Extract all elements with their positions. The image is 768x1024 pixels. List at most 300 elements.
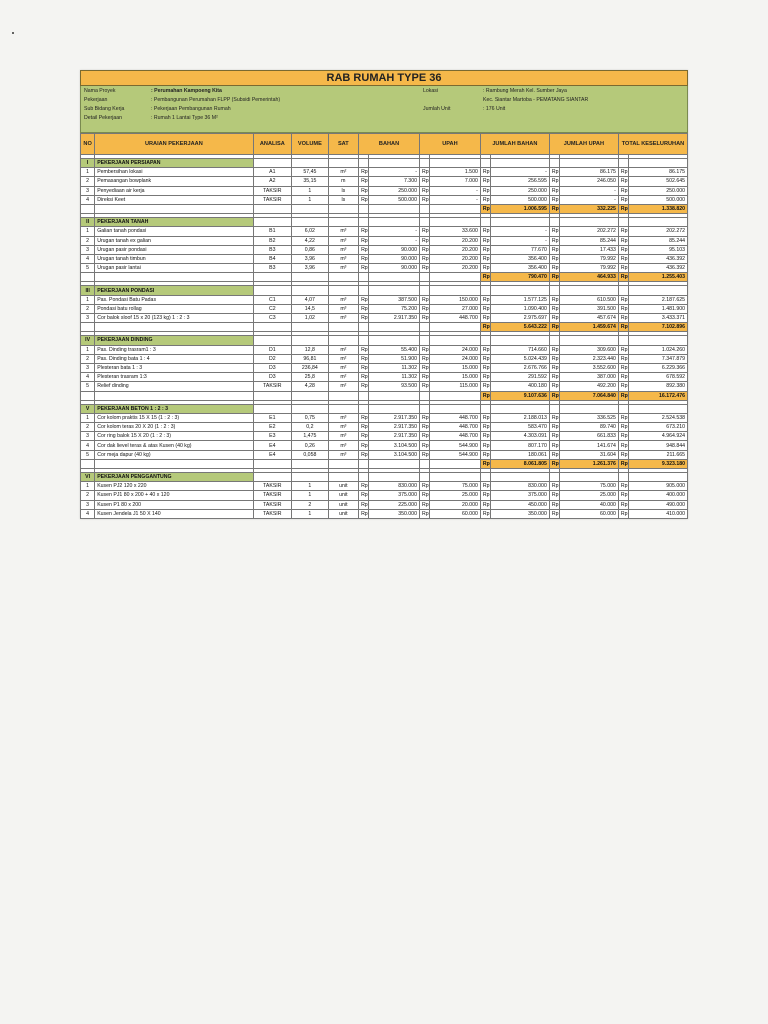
cell-upah: 24.000: [430, 345, 481, 354]
cell-volume: 1: [292, 195, 329, 204]
cell-volume: 4,28: [292, 382, 329, 391]
subtotal-empty-cell: [419, 204, 429, 213]
cell-total: 2.524.538: [629, 413, 688, 422]
section-header-empty-cell: [359, 286, 369, 295]
cell-jumlah-upah: 387.000: [559, 373, 618, 382]
cell-bahan: 3.104.500: [369, 450, 420, 459]
cell-total: 85.244: [629, 236, 688, 245]
cell-jumlah-upah: 610.500: [559, 295, 618, 304]
cell-jumlah-bahan-cur: Rp: [480, 295, 490, 304]
cell-bahan: -: [369, 236, 420, 245]
subtotal-empty-cell: [253, 204, 292, 213]
cell-jumlah-upah: 79.992: [559, 264, 618, 273]
cell-analisa: E4: [253, 441, 292, 450]
cell-bahan-cur: Rp: [359, 450, 369, 459]
section-header-empty-cell: [419, 218, 429, 227]
cell-analisa: C2: [253, 304, 292, 313]
section-header-empty-cell: [292, 286, 329, 295]
cell-jumlah-bahan-cur: Rp: [480, 264, 490, 273]
cell-jumlah-bahan: 77.670: [490, 245, 549, 254]
cell-uraian: Cor kolom teras 20 X 20 (1 : 2 : 3): [95, 423, 253, 432]
cell-upah: 448.700: [430, 432, 481, 441]
cell-total: 490.000: [629, 500, 688, 509]
cell-total-cur: Rp: [618, 177, 628, 186]
cell-no: 5: [81, 382, 95, 391]
cell-sat: m²: [328, 168, 358, 177]
cell-upah-cur: Rp: [419, 432, 429, 441]
cell-bahan: 250.000: [369, 186, 420, 195]
cell-jumlah-upah: 86.175: [559, 168, 618, 177]
subtotal-row: [81, 323, 688, 332]
cell-bahan-cur: Rp: [359, 195, 369, 204]
subtotal-empty-cell: [419, 323, 429, 332]
cell-jumlah-bahan: 583.470: [490, 423, 549, 432]
cell-no: 2: [81, 423, 95, 432]
section-header-empty-cell: [328, 404, 358, 413]
cell-sat: m³: [328, 304, 358, 313]
cell-sat: ls: [328, 186, 358, 195]
cell-jumlah-upah-cur: Rp: [549, 345, 559, 354]
cell-bahan-cur: Rp: [359, 500, 369, 509]
cell-sat: m²: [328, 354, 358, 363]
cell-total: 948.844: [629, 441, 688, 450]
cell-analisa: D3: [253, 363, 292, 372]
cell-jumlah-upah: 17.433: [559, 245, 618, 254]
cell-total-cur: Rp: [618, 236, 628, 245]
section-header-empty-cell: [490, 336, 549, 345]
section-number: VI: [81, 473, 95, 482]
cell-no: 3: [81, 363, 95, 372]
section-header-empty-cell: [253, 404, 292, 413]
table-row: [81, 354, 688, 363]
cell-volume: 96,81: [292, 354, 329, 363]
cell-jumlah-upah-cur: Rp: [549, 423, 559, 432]
cell-bahan: 93.500: [369, 382, 420, 391]
cell-upah: 7.000: [430, 177, 481, 186]
cell-bahan-cur: Rp: [359, 382, 369, 391]
cell-volume: 57,45: [292, 168, 329, 177]
section-header-empty-cell: [490, 286, 549, 295]
table-row: [81, 195, 688, 204]
section-header-empty-cell: [369, 336, 420, 345]
subtotal-upah: 332.225: [559, 204, 618, 213]
cell-total-cur: Rp: [618, 441, 628, 450]
cell-jumlah-bahan: -: [490, 168, 549, 177]
cell-total-cur: Rp: [618, 195, 628, 204]
subtotal-upah: 1.459.674: [559, 323, 618, 332]
cell-bahan: 830.000: [369, 482, 420, 491]
cell-analisa: TAKSIR: [253, 491, 292, 500]
cell-jumlah-upah-cur: Rp: [549, 177, 559, 186]
cell-volume: 6,02: [292, 227, 329, 236]
subtotal-total-cur: Rp: [618, 204, 628, 213]
subtotal-empty-cell: [253, 459, 292, 468]
cell-jumlah-bahan-cur: Rp: [480, 345, 490, 354]
cell-total: 202.272: [629, 227, 688, 236]
cell-upah-cur: Rp: [419, 264, 429, 273]
section-header-empty-cell: [559, 159, 618, 168]
cell-upah: 544.900: [430, 450, 481, 459]
subtotal-bahan: 5.643.222: [490, 323, 549, 332]
subtotal-bahan: 9.107.636: [490, 391, 549, 400]
table-row: [81, 304, 688, 313]
info-detail-value: : Rumah 1 Lantai Type 36 M²: [151, 115, 218, 121]
cell-sat: m³: [328, 264, 358, 273]
cell-jumlah-upah: 60.000: [559, 509, 618, 518]
section-header-empty-cell: [359, 218, 369, 227]
cell-upah-cur: Rp: [419, 195, 429, 204]
cell-analisa: TAKSIR: [253, 195, 292, 204]
subtotal-empty-cell: [430, 323, 481, 332]
section-header-empty-cell: [618, 404, 628, 413]
section-header-empty-cell: [559, 286, 618, 295]
cell-bahan-cur: Rp: [359, 345, 369, 354]
cell-bahan-cur: Rp: [359, 423, 369, 432]
section-header-empty-cell: [549, 404, 559, 413]
cell-no: 5: [81, 450, 95, 459]
section-header-empty-cell: [253, 336, 292, 345]
cell-bahan: 2.917.350: [369, 314, 420, 323]
cell-upah-cur: Rp: [419, 500, 429, 509]
subtotal-empty-cell: [430, 459, 481, 468]
cell-analisa: TAKSIR: [253, 186, 292, 195]
cell-volume: 0,058: [292, 450, 329, 459]
cell-volume: 2: [292, 500, 329, 509]
cell-no: 1: [81, 227, 95, 236]
cell-upah: 60.000: [430, 509, 481, 518]
cell-jumlah-bahan-cur: Rp: [480, 432, 490, 441]
cell-jumlah-bahan: 250.000: [490, 186, 549, 195]
cell-jumlah-bahan-cur: Rp: [480, 491, 490, 500]
cell-jumlah-bahan: 356.400: [490, 254, 549, 263]
cell-jumlah-bahan-cur: Rp: [480, 186, 490, 195]
cell-total-cur: Rp: [618, 345, 628, 354]
section-header-empty-cell: [359, 159, 369, 168]
cell-bahan: 350.000: [369, 509, 420, 518]
cell-bahan: -: [369, 227, 420, 236]
info-work-label: Pekerjaan: [84, 97, 108, 103]
cell-bahan: 7.300: [369, 177, 420, 186]
cell-jumlah-bahan: 807.170: [490, 441, 549, 450]
cell-analisa: D1: [253, 345, 292, 354]
col-header-volume: VOLUME: [292, 134, 329, 155]
cell-upah: 115.000: [430, 382, 481, 391]
cell-upah: 1.500: [430, 168, 481, 177]
info-location-value-2: Kec. Siantar Martoba - PEMATANG SIANTAR: [483, 97, 589, 103]
section-header-empty-cell: [292, 336, 329, 345]
section-header-empty-cell: [419, 404, 429, 413]
cell-upah: 27.000: [430, 304, 481, 313]
cell-sat: m³: [328, 254, 358, 263]
cell-jumlah-upah: -: [559, 186, 618, 195]
subtotal-upah-cur: Rp: [549, 391, 559, 400]
cell-volume: 3,96: [292, 264, 329, 273]
cell-analisa: B3: [253, 264, 292, 273]
cell-uraian: Pas. Pondasi Batu Padas: [95, 295, 253, 304]
cell-jumlah-upah: 492.200: [559, 382, 618, 391]
subtotal-total: 1.338.820: [629, 204, 688, 213]
cell-volume: 1,02: [292, 314, 329, 323]
cell-bahan: 2.917.350: [369, 413, 420, 422]
cell-total: 1.024.260: [629, 345, 688, 354]
cell-total-cur: Rp: [618, 186, 628, 195]
cell-analisa: E2: [253, 423, 292, 432]
cell-volume: 3,96: [292, 254, 329, 263]
info-units-value: : 176 Unit: [483, 106, 506, 112]
cell-uraian: Galian tanah pondasi: [95, 227, 253, 236]
table-row: [81, 441, 688, 450]
subtotal-empty-cell: [95, 273, 253, 282]
info-units-label: Jumlah Unit: [423, 106, 451, 112]
subtotal-empty-cell: [419, 273, 429, 282]
cell-sat: m³: [328, 245, 358, 254]
cell-jumlah-upah: 25.000: [559, 491, 618, 500]
cell-analisa: E1: [253, 413, 292, 422]
cell-upah: 24.000: [430, 354, 481, 363]
table-row: [81, 413, 688, 422]
cell-volume: 12,8: [292, 345, 329, 354]
cell-jumlah-bahan: 1.577.125: [490, 295, 549, 304]
cell-jumlah-upah: 3.552.600: [559, 363, 618, 372]
cell-volume: 0,26: [292, 441, 329, 450]
cell-jumlah-upah-cur: Rp: [549, 354, 559, 363]
cell-analisa: TAKSIR: [253, 500, 292, 509]
cell-no: 2: [81, 177, 95, 186]
section-header-row: [81, 159, 688, 168]
rab-body: [81, 155, 688, 519]
info-location-label: Lokasi: [423, 88, 438, 94]
cell-jumlah-upah: 309.600: [559, 345, 618, 354]
subtotal-upah: 7.064.840: [559, 391, 618, 400]
cell-jumlah-upah: 75.000: [559, 482, 618, 491]
section-header-empty-cell: [419, 473, 429, 482]
cell-jumlah-upah-cur: Rp: [549, 314, 559, 323]
cell-uraian: Kusen P1 80 x 200: [95, 500, 253, 509]
cell-volume: 0,75: [292, 413, 329, 422]
cell-uraian: Penyediaan air kerja: [95, 186, 253, 195]
section-header-empty-cell: [629, 404, 688, 413]
cell-total-cur: Rp: [618, 245, 628, 254]
section-title: PEKERJAAN BETON 1 : 2 : 3: [95, 404, 253, 413]
cell-jumlah-bahan-cur: Rp: [480, 382, 490, 391]
section-header-empty-cell: [559, 473, 618, 482]
cell-jumlah-upah-cur: Rp: [549, 413, 559, 422]
cell-sat: unit: [328, 491, 358, 500]
cell-total: 211.665: [629, 450, 688, 459]
subtotal-total: 1.255.403: [629, 273, 688, 282]
cell-jumlah-upah-cur: Rp: [549, 373, 559, 382]
cell-upah-cur: Rp: [419, 413, 429, 422]
info-location-value: : Rambung Merah Kel. Sumber Jaya: [483, 88, 567, 94]
subtotal-empty-cell: [328, 204, 358, 213]
cell-uraian: Pas. Dinding trasram1 : 3: [95, 345, 253, 354]
cell-upah-cur: Rp: [419, 363, 429, 372]
cell-total-cur: Rp: [618, 413, 628, 422]
subtotal-bahan: 1.006.595: [490, 204, 549, 213]
section-header-empty-cell: [480, 336, 490, 345]
section-header-empty-cell: [328, 159, 358, 168]
cell-upah: 448.700: [430, 413, 481, 422]
subtotal-upah-cur: Rp: [549, 204, 559, 213]
section-header-empty-cell: [430, 159, 481, 168]
cell-jumlah-upah: 79.992: [559, 254, 618, 263]
cell-uraian: Urugan tanah timbun: [95, 254, 253, 263]
cell-jumlah-bahan-cur: Rp: [480, 254, 490, 263]
section-header-empty-cell: [253, 286, 292, 295]
subtotal-empty-cell: [292, 391, 329, 400]
section-header-empty-cell: [328, 286, 358, 295]
cell-volume: 1: [292, 482, 329, 491]
section-title: PEKERJAAN PONDASI: [95, 286, 253, 295]
subtotal-empty-cell: [359, 391, 369, 400]
col-header-total: TOTAL KESELURUHAN: [618, 134, 687, 155]
cell-jumlah-bahan-cur: Rp: [480, 500, 490, 509]
cell-total-cur: Rp: [618, 450, 628, 459]
cell-upah: 20.200: [430, 236, 481, 245]
section-header-empty-cell: [549, 336, 559, 345]
subtotal-empty-cell: [95, 323, 253, 332]
section-header-empty-cell: [359, 473, 369, 482]
cell-sat: m²: [328, 373, 358, 382]
col-header-analisa: ANALISA: [253, 134, 292, 155]
cell-bahan-cur: Rp: [359, 245, 369, 254]
table-row: [81, 373, 688, 382]
cell-bahan-cur: Rp: [359, 354, 369, 363]
cell-uraian: Cor balok sloof 15 x 20 (123 kg) 1 : 2 : 3: [95, 314, 253, 323]
cell-bahan-cur: Rp: [359, 373, 369, 382]
subtotal-upah: 464.933: [559, 273, 618, 282]
cell-bahan-cur: Rp: [359, 168, 369, 177]
cell-volume: 4,07: [292, 295, 329, 304]
subtotal-empty-cell: [430, 273, 481, 282]
subtotal-empty-cell: [369, 391, 420, 400]
cell-sat: m³: [328, 450, 358, 459]
cell-bahan-cur: Rp: [359, 432, 369, 441]
cell-analisa: TAKSIR: [253, 382, 292, 391]
cell-analisa: TAKSIR: [253, 509, 292, 518]
cell-upah-cur: Rp: [419, 295, 429, 304]
subtotal-bahan-cur: Rp: [480, 273, 490, 282]
cell-volume: 35,15: [292, 177, 329, 186]
cell-upah: 544.900: [430, 441, 481, 450]
cell-total: 500.000: [629, 195, 688, 204]
cell-upah: 150.000: [430, 295, 481, 304]
cell-bahan: 51.900: [369, 354, 420, 363]
cell-uraian: Cor dak lievel teras & atas Kusen (40 kg): [95, 441, 253, 450]
cell-sat: m: [328, 177, 358, 186]
section-header-empty-cell: [359, 336, 369, 345]
cell-upah: -: [430, 195, 481, 204]
cell-jumlah-bahan-cur: Rp: [480, 413, 490, 422]
subtotal-bahan: 8.061.805: [490, 459, 549, 468]
cell-no: 2: [81, 236, 95, 245]
section-header-empty-cell: [253, 473, 292, 482]
subtotal-empty-cell: [81, 204, 95, 213]
subtotal-bahan-cur: Rp: [480, 391, 490, 400]
table-row: [81, 345, 688, 354]
cell-upah-cur: Rp: [419, 304, 429, 313]
cell-jumlah-bahan-cur: Rp: [480, 509, 490, 518]
col-header-jumlah-upah: JUMLAH UPAH: [549, 134, 618, 155]
subtotal-total: 9.323.180: [629, 459, 688, 468]
section-header-empty-cell: [369, 159, 420, 168]
cell-total: 95.103: [629, 245, 688, 254]
cell-total-cur: Rp: [618, 500, 628, 509]
cell-no: 4: [81, 509, 95, 518]
cell-upah: 33.600: [430, 227, 481, 236]
section-title: PEKERJAAN DINDING: [95, 336, 253, 345]
table-row: [81, 482, 688, 491]
cell-jumlah-bahan-cur: Rp: [480, 314, 490, 323]
cell-uraian: Urugan pasir lantai: [95, 264, 253, 273]
cell-total-cur: Rp: [618, 509, 628, 518]
cell-bahan-cur: Rp: [359, 254, 369, 263]
cell-bahan: 225.000: [369, 500, 420, 509]
section-header-empty-cell: [292, 218, 329, 227]
col-header-no: NO: [81, 134, 95, 155]
cell-bahan-cur: Rp: [359, 509, 369, 518]
section-header-empty-cell: [430, 286, 481, 295]
subtotal-empty-cell: [328, 391, 358, 400]
section-header-empty-cell: [419, 286, 429, 295]
table-row: [81, 245, 688, 254]
section-header-row: [81, 218, 688, 227]
cell-analisa: B4: [253, 254, 292, 263]
cell-no: 3: [81, 500, 95, 509]
section-header-empty-cell: [559, 336, 618, 345]
cell-upah-cur: Rp: [419, 373, 429, 382]
cell-uraian: Pas. Dinding bata 1 : 4: [95, 354, 253, 363]
cell-jumlah-upah: 2.323.440: [559, 354, 618, 363]
cell-sat: unit: [328, 482, 358, 491]
subtotal-upah-cur: Rp: [549, 273, 559, 282]
section-header-empty-cell: [369, 404, 420, 413]
subtotal-empty-cell: [253, 273, 292, 282]
cell-jumlah-bahan-cur: Rp: [480, 177, 490, 186]
section-header-empty-cell: [480, 404, 490, 413]
cell-upah-cur: Rp: [419, 509, 429, 518]
cell-jumlah-upah: 85.244: [559, 236, 618, 245]
section-header-empty-cell: [369, 218, 420, 227]
cell-upah-cur: Rp: [419, 177, 429, 186]
subtotal-row: [81, 273, 688, 282]
cell-total: 410.000: [629, 509, 688, 518]
subtotal-bahan-cur: Rp: [480, 459, 490, 468]
cell-jumlah-upah-cur: Rp: [549, 509, 559, 518]
cell-upah: -: [430, 186, 481, 195]
cell-jumlah-upah: 89.740: [559, 423, 618, 432]
section-header-empty-cell: [253, 159, 292, 168]
cell-total-cur: Rp: [618, 373, 628, 382]
cell-jumlah-bahan: 2.188.013: [490, 413, 549, 422]
cell-total: 1.481.900: [629, 304, 688, 313]
cell-volume: 4,22: [292, 236, 329, 245]
cell-total: 502.645: [629, 177, 688, 186]
cell-no: 1: [81, 482, 95, 491]
cell-no: 3: [81, 314, 95, 323]
cell-upah-cur: Rp: [419, 314, 429, 323]
cell-bahan: 2.917.350: [369, 423, 420, 432]
section-header-empty-cell: [490, 404, 549, 413]
table-row: [81, 236, 688, 245]
cell-total-cur: Rp: [618, 314, 628, 323]
cell-no: 1: [81, 413, 95, 422]
cell-sat: m³: [328, 314, 358, 323]
subtotal-empty-cell: [359, 204, 369, 213]
cell-jumlah-bahan-cur: Rp: [480, 227, 490, 236]
table-row: [81, 227, 688, 236]
cell-no: 3: [81, 245, 95, 254]
